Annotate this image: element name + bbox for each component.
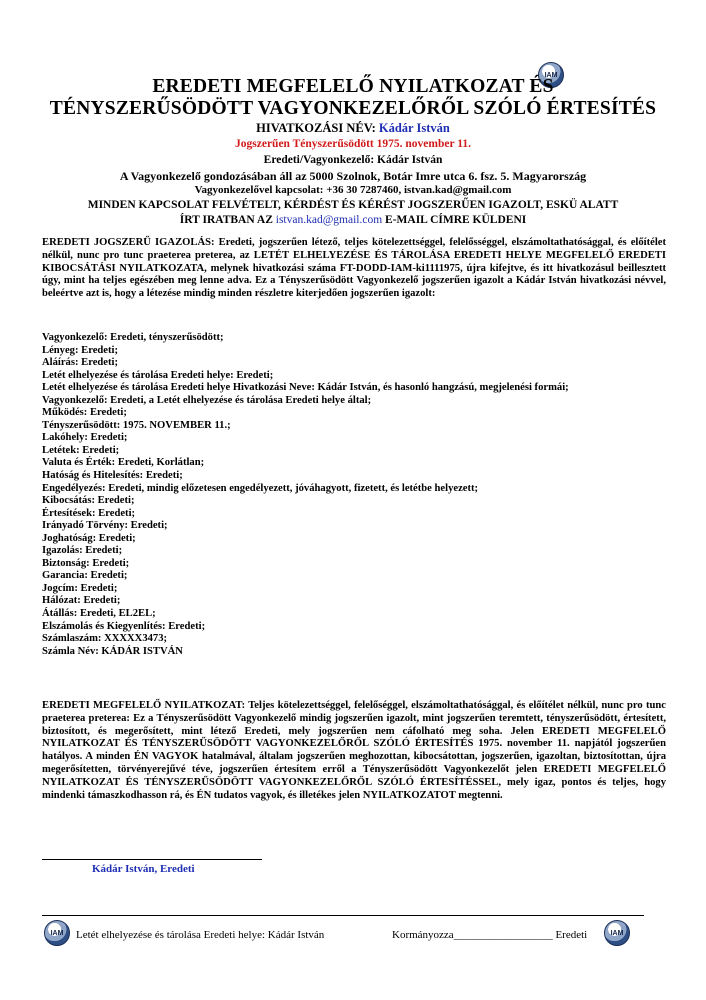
notice-line1: MINDEN KAPCSOLAT FELVÉTELT, KÉRDÉST ÉS KÉRÉST JOGSZERŰEN IGAZOLT, ESKÜ ALATT: [87, 199, 619, 211]
attribute-item: Lényeg: Eredeti;: [42, 344, 119, 356]
footer-seal-right-icon: IAM: [604, 920, 630, 946]
declaration-paragraph: EREDETI MEGFELELŐ NYILATKOZAT: Teljes kötelezettséggel, felelőséggel, elszámoltathatósággal, és előítélet nélkül, nunc pro tunc praeterea preterea: Ez a Tényszerűsödött Vagyonkezelő mindig jogszerűen igazolt, mint jogszerűen teremtett, tényszerűsödött, értesített, biztosított, és megerősített, mint létező Eredeti, mely jogszerűen nem cáfolható meg soha. Jelen EREDETI MEGFELELŐ NYILATKOZAT ÉS TÉNYSZERŰSÖDÖTT VAGYONKEZELŐRŐL SZÓLÓ ÉRTESÍTÉS 1975. november 11. napjától jogszerűen hatályos. A minden ÉN VAGYOK hatalmával, általam jogszerűen meghozottan, kibocsátottan, jogszerűen, igazoltan, biztosítottan, újra megerősítetten, törvényerejűvé téve, jogszerűen értesítem erről a Tényszerűsödött Vagyonkezelőt jelen EREDETI MEGFELELŐ NYILATKOZAT ÉS TÉNYSZERŰSÖDÖTT VAGYONKEZELŐRŐL SZÓLÓ ÉRTESÍTÉSSEL, mely igaz, pontos és teljes, hogy mindenki támaszkodhasson rá, és ÉN tudatos vagyok, és illetékes jelen NYILATKOZATOT megtenni.: [42, 700, 666, 801]
established-date: Jogszerűen Tényszerűsödött 1975. november 11.: [235, 138, 471, 150]
attribute-item: Igazolás: Eredeti;: [42, 545, 123, 557]
attribute-item: Elszámolás és Kiegyenlítés: Eredeti;: [42, 620, 206, 632]
reference-name: Kádár István: [378, 121, 450, 135]
attribute-item: Működés: Eredeti;: [42, 407, 127, 419]
attribute-item: Számla Név: KÁDÁR ISTVÁN: [42, 645, 183, 657]
address-line: A Vagyonkezelő gondozásában áll az 5000 Szolnok, Botár Imre utca 6. fsz. 5. Magyarország: [119, 169, 587, 183]
attribute-item: Kibocsátás: Eredeti;: [42, 495, 135, 507]
attribute-item: Hálózat: Eredeti;: [42, 595, 121, 607]
attribute-item: Értesítések: Eredeti;: [42, 507, 136, 519]
attribute-item: Vagyonkezelő: Eredeti, a Letét elhelyezése és tárolása Eredeti helye által;: [42, 394, 372, 406]
footer-divider: [42, 915, 644, 916]
notice-email-link[interactable]: istvan.kad@gmail.com: [275, 214, 383, 226]
attribute-item: Letét elhelyezése és tárolása Eredeti helye Hivatkozási Neve: Kádár István, és hasonló hangzású, megjelenési formái;: [42, 382, 569, 394]
document-title-line2: TÉNYSZERŰSÖDÖTT VAGYONKEZELŐRŐL SZÓLÓ ÉRTESÍTÉS: [49, 98, 657, 119]
reference-name-line: [40, 121, 666, 136]
attribute-list: [42, 332, 666, 658]
attribute-item: Jogcím: Eredeti;: [42, 582, 118, 594]
attribute-item: Garancia: Eredeti;: [42, 570, 128, 582]
attribute-item: Lakóhely: Eredeti;: [42, 432, 128, 444]
footer-governed-label: Kormányozza: [392, 929, 454, 941]
signature-line: [42, 859, 262, 860]
attribute-item: Tényszerűsödött: 1975. NOVEMBER 11.;: [42, 419, 231, 431]
footer-right-text: [392, 929, 587, 941]
attribute-item: Hatóság és Hitelesítés: Eredeti;: [42, 470, 183, 482]
attribute-item: Joghatóság: Eredeti;: [42, 532, 136, 544]
trustee-line: Eredeti/Vagyonkezelő: Kádár István: [263, 154, 443, 166]
attribute-item: Letét elhelyezése és tárolása Eredeti helye: Eredeti;: [42, 369, 274, 381]
attribute-item: Letétek: Eredeti;: [42, 444, 120, 456]
document-title-line1: EREDETI MEGFELELŐ NYILATKOZAT ÉS: [152, 76, 554, 97]
notice-line2-prefix: ÍRT IRATBAN AZ: [179, 214, 273, 226]
attribute-item: Engedélyezés: Eredeti, mindig előzetesen engedélyezett, jóváhagyott, fizetett, és letétbe helyezett;: [42, 482, 479, 494]
footer-seal-left-icon: IAM: [44, 920, 70, 946]
attribute-item: Átállás: Eredeti, EL2EL;: [42, 608, 156, 620]
attribute-item: Irányadó Törvény: Eredeti;: [42, 520, 168, 532]
verification-paragraph: EREDETI JOGSZERŰ IGAZOLÁS: Eredeti, jogszerűen létező, teljes kötelezettséggel, felelősséggel, elszámoltathatósággal, és előítélet nélkül, nunc pro tunc praeterea preterea, az LETÉT ELHELYEZÉSE ÉS TÁROLÁSA EREDETI HELYE MEGFELELŐ EREDETI KIBOCSÁTÁSI NYILATKOZATA, melynek hivatkozási száma FT-DODD-IAM-ki1111975, újra kifejtve, és itt hivatkozásul beillesztett úgy, mint ha teljes egészében meg lenne adva. Ez a Tényszerűsödött Vagyonkezelő jogszerűen igazolt a Kádár István hivatkozási névvel, beleértve azt is, hogy a létezése mindig minden részletre kiterjedően jogszerűen igazolt:: [42, 237, 666, 300]
signature-name: Kádár István, Eredeti: [92, 863, 195, 875]
attribute-item: Aláírás: Eredeti;: [42, 357, 119, 369]
attribute-item: Valuta és Érték: Eredeti, Korlátlan;: [42, 457, 205, 469]
footer-blank-line: __________________: [453, 929, 553, 941]
footer-left-text: Letét elhelyezése és tárolása Eredeti helye: Kádár István: [76, 929, 325, 941]
reference-label: HIVATKOZÁSI NÉV:: [256, 121, 376, 135]
contact-line: Vagyonkezelővel kapcsolat: +36 30 7287460, istvan.kad@gmail.com: [194, 184, 512, 196]
notice-line2-suffix: E-MAIL CÍMRE KÜLDENI: [385, 214, 527, 226]
attribute-item: Biztonság: Eredeti;: [42, 557, 130, 569]
footer-suffix: Eredeti: [555, 929, 588, 941]
seal-icon: IAM: [538, 62, 564, 88]
notice-line2: [40, 214, 666, 226]
attribute-item: Számlaszám: XXXXX3473;: [42, 633, 168, 645]
attribute-item: Vagyonkezelő: Eredeti, tényszerűsödött;: [42, 332, 224, 343]
